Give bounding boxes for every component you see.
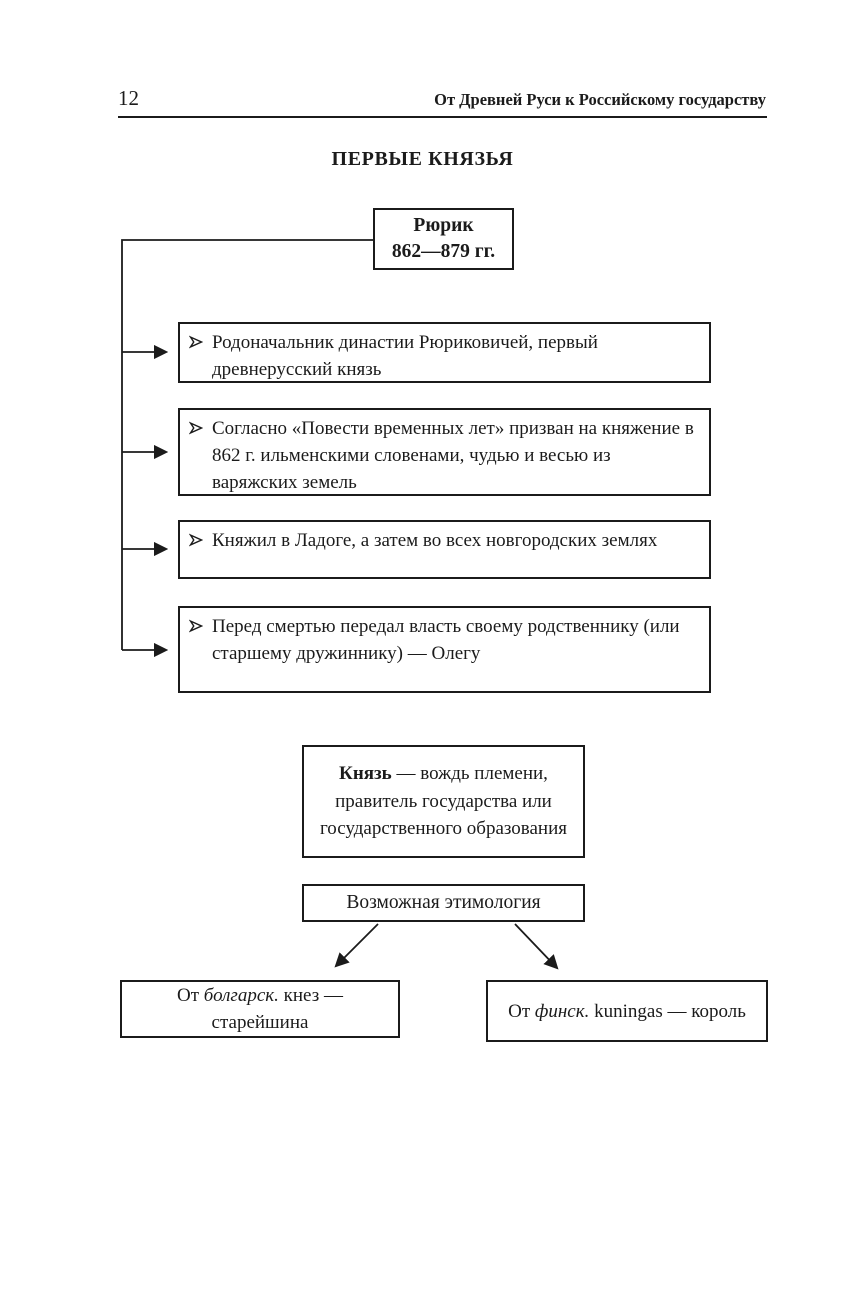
etymology-option-text	[508, 998, 746, 1025]
fact-box-2	[178, 408, 711, 496]
fact-box-1	[178, 322, 711, 383]
arrow-bullet-icon	[189, 335, 203, 349]
definition-box	[302, 745, 585, 858]
arrow-bullet-icon	[189, 619, 203, 633]
fact-text: Родоначальник династии Рюриковичей, первый древнерусский князь	[212, 332, 598, 380]
etymology-option-finnish	[486, 980, 768, 1042]
etymology-meaning: kuningas — король	[589, 1000, 746, 1022]
etymology-language: финск.	[534, 1000, 590, 1022]
etymology-arrow-right	[515, 924, 557, 968]
etymology-language: болгарск.	[203, 985, 279, 1006]
definition-term: Князь	[339, 763, 392, 785]
etymology-prefix: От	[508, 1000, 535, 1022]
definition-text	[312, 760, 575, 843]
header-rule	[118, 116, 767, 118]
fact-text: Княжил в Ладоге, а затем во всех новгородских землях	[212, 530, 658, 551]
etymology-option-bulgarian	[120, 980, 400, 1038]
page-title: ПЕРВЫЕ КНЯЗЬЯ	[331, 148, 514, 170]
running-title: От Древней Руси к Российскому государству	[434, 90, 766, 109]
etymology-option-text	[140, 982, 380, 1036]
etymology-label: Возможная этимология	[346, 892, 541, 913]
arrow-bullet-icon	[189, 533, 203, 547]
ruler-years: 862—879 гг.	[391, 241, 496, 262]
etymology-label-box	[302, 884, 585, 922]
etymology-meaning: кнез — старейшина	[211, 985, 343, 1033]
etymology-arrow-left	[336, 924, 378, 966]
fact-text: Перед смертью передал власть своему родственнику (или старшему дружиннику) — Олегу	[212, 616, 680, 664]
definition-rest: — вождь племени, правитель государства или государственного образования	[319, 763, 568, 840]
ruler-box	[373, 208, 514, 270]
fact-box-4	[178, 606, 711, 693]
fact-text: Согласно «Повести временных лет» призван на княжение в 862 г. ильменскими словенами, чудью и весью из варяжских земель	[212, 418, 694, 493]
fact-box-3	[178, 520, 711, 579]
etymology-prefix: От	[177, 985, 204, 1006]
page-number: 12	[118, 86, 139, 110]
ruler-name: Рюрик	[413, 215, 474, 236]
arrow-bullet-icon	[189, 421, 203, 435]
